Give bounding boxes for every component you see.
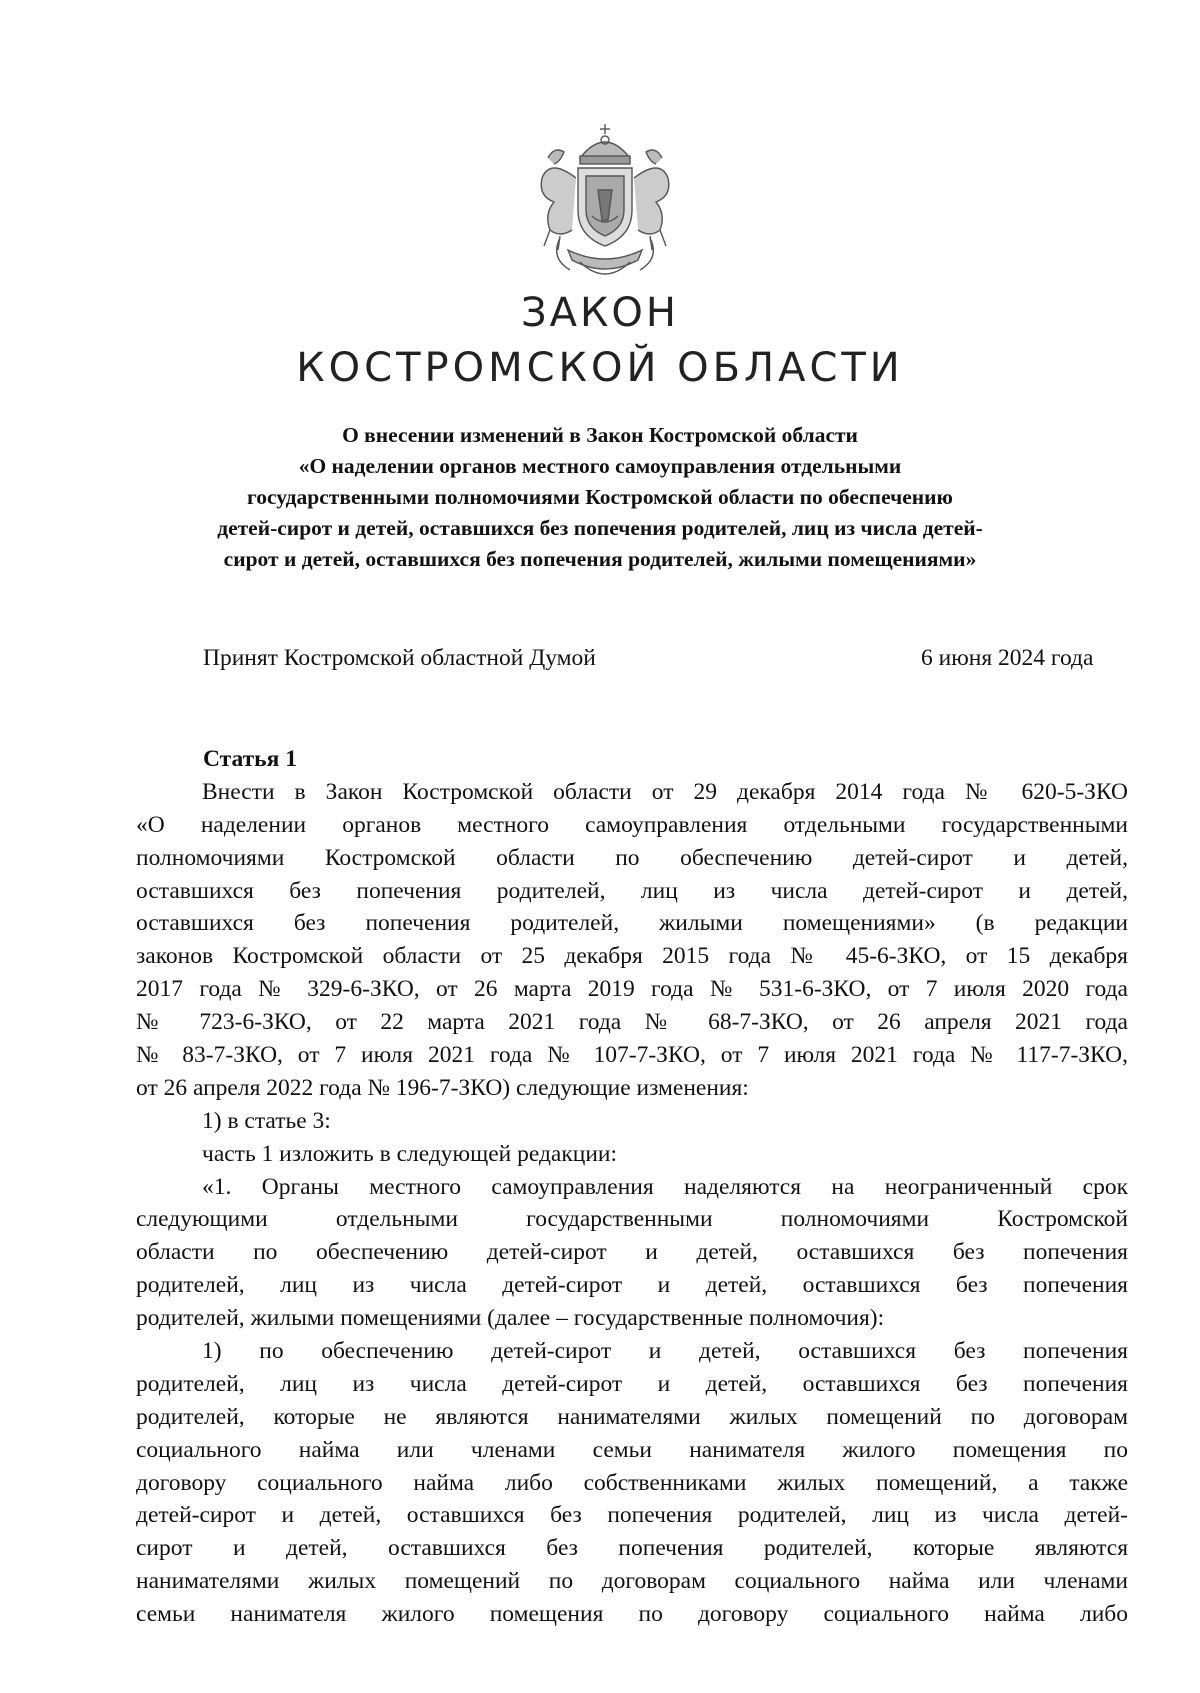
article-line: области по обеспечению детей-сирот и детей, оставшихся без попечения (136, 1239, 1128, 1266)
article-line: 1) по обеспечению детей-сирот и детей, оставшихся без попечения (202, 1338, 1128, 1365)
article-heading: Статья 1 (203, 746, 297, 772)
subject-line: сирот и детей, оставшихся без попечения родителей, жилыми помещениями» (223, 547, 977, 571)
coat-of-arms-icon (520, 118, 690, 288)
article-line: родителей, которые не являются нанимателями жилых помещений по договорам (136, 1403, 1128, 1430)
article-line: оставшихся без попечения родителей, лиц из числа детей-сирот и детей, (136, 877, 1128, 904)
article-line: родителей, жилыми помещениями (далее – государственные полномочия): (136, 1305, 885, 1332)
law-subject (130, 420, 1070, 575)
article-body (136, 743, 1128, 1631)
article-line: сирот и детей, оставшихся без попечения родителей, которые являются (136, 1535, 1128, 1562)
article-line: № 723-6-ЗКО, от 22 марта 2021 года № 68-7-ЗКО, от 26 апреля 2021 года (136, 1009, 1128, 1036)
article-line: «1. Органы местного самоуправления наделяются на неограниченный срок (202, 1173, 1128, 1200)
article-line: «О наделении органов местного самоуправления отдельными государственными (136, 811, 1128, 838)
article-line: семьи нанимателя жилого помещения по договору социального найма либо (136, 1601, 1128, 1628)
article-line: полномочиями Костромской области по обеспечению детей-сирот и детей, (136, 844, 1128, 871)
law-region-title: КОСТРОМСКОЙ ОБЛАСТИ (296, 345, 904, 391)
article-line: оставшихся без попечения родителей, жилыми помещениями» (в редакции (136, 910, 1128, 937)
article-line: родителей, лиц из числа детей-сирот и детей, оставшихся без попечения (136, 1272, 1128, 1299)
adoption-text: Принят Костромской областной Думой (203, 645, 596, 671)
article-line: от 26 апреля 2022 года № 196-7-ЗКО) следующие изменения: (136, 1074, 749, 1101)
article-line: социального найма или членами семьи нанимателя жилого помещения по (136, 1436, 1128, 1463)
adoption-date: 6 июня 2024 года (921, 645, 1094, 671)
article-line: 1) в статье 3: (202, 1107, 331, 1134)
article-line: Внести в Закон Костромской области от 29 декабря 2014 года № 620-5-ЗКО (202, 778, 1128, 805)
subject-line: О внесении изменений в Закон Костромской области (342, 423, 858, 447)
article-line: родителей, лиц из числа детей-сирот и детей, оставшихся без попечения (136, 1370, 1128, 1397)
subject-line: государственными полномочиями Костромской области по обеспечению (247, 485, 953, 509)
subject-line: детей-сирот и детей, оставшихся без попечения родителей, лиц из числа детей- (217, 516, 983, 540)
article-line: 2017 года № 329-6-ЗКО, от 26 марта 2019 года № 531-6-ЗКО, от 7 июля 2020 года (136, 976, 1128, 1003)
article-line: нанимателями жилых помещений по договорам социального найма или членами (136, 1568, 1128, 1595)
article-line: часть 1 изложить в следующей редакции: (202, 1140, 618, 1167)
article-line: законов Костромской области от 25 декабря 2015 года № 45-6-ЗКО, от 15 декабря (136, 943, 1128, 970)
article-line: договору социального найма либо собственниками жилых помещений, а также (136, 1469, 1128, 1496)
article-line: детей-сирот и детей, оставшихся без попечения родителей, лиц из числа детей- (136, 1502, 1128, 1529)
article-line: № 83-7-ЗКО, от 7 июля 2021 года № 107-7-ЗКО, от 7 июля 2021 года № 117-7-ЗКО, (136, 1042, 1128, 1069)
article-line: следующими отдельными государственными полномочиями Костромской (136, 1206, 1128, 1233)
subject-line: «О наделении органов местного самоуправления отдельными (298, 454, 902, 478)
law-title: ЗАКОН (521, 290, 679, 336)
